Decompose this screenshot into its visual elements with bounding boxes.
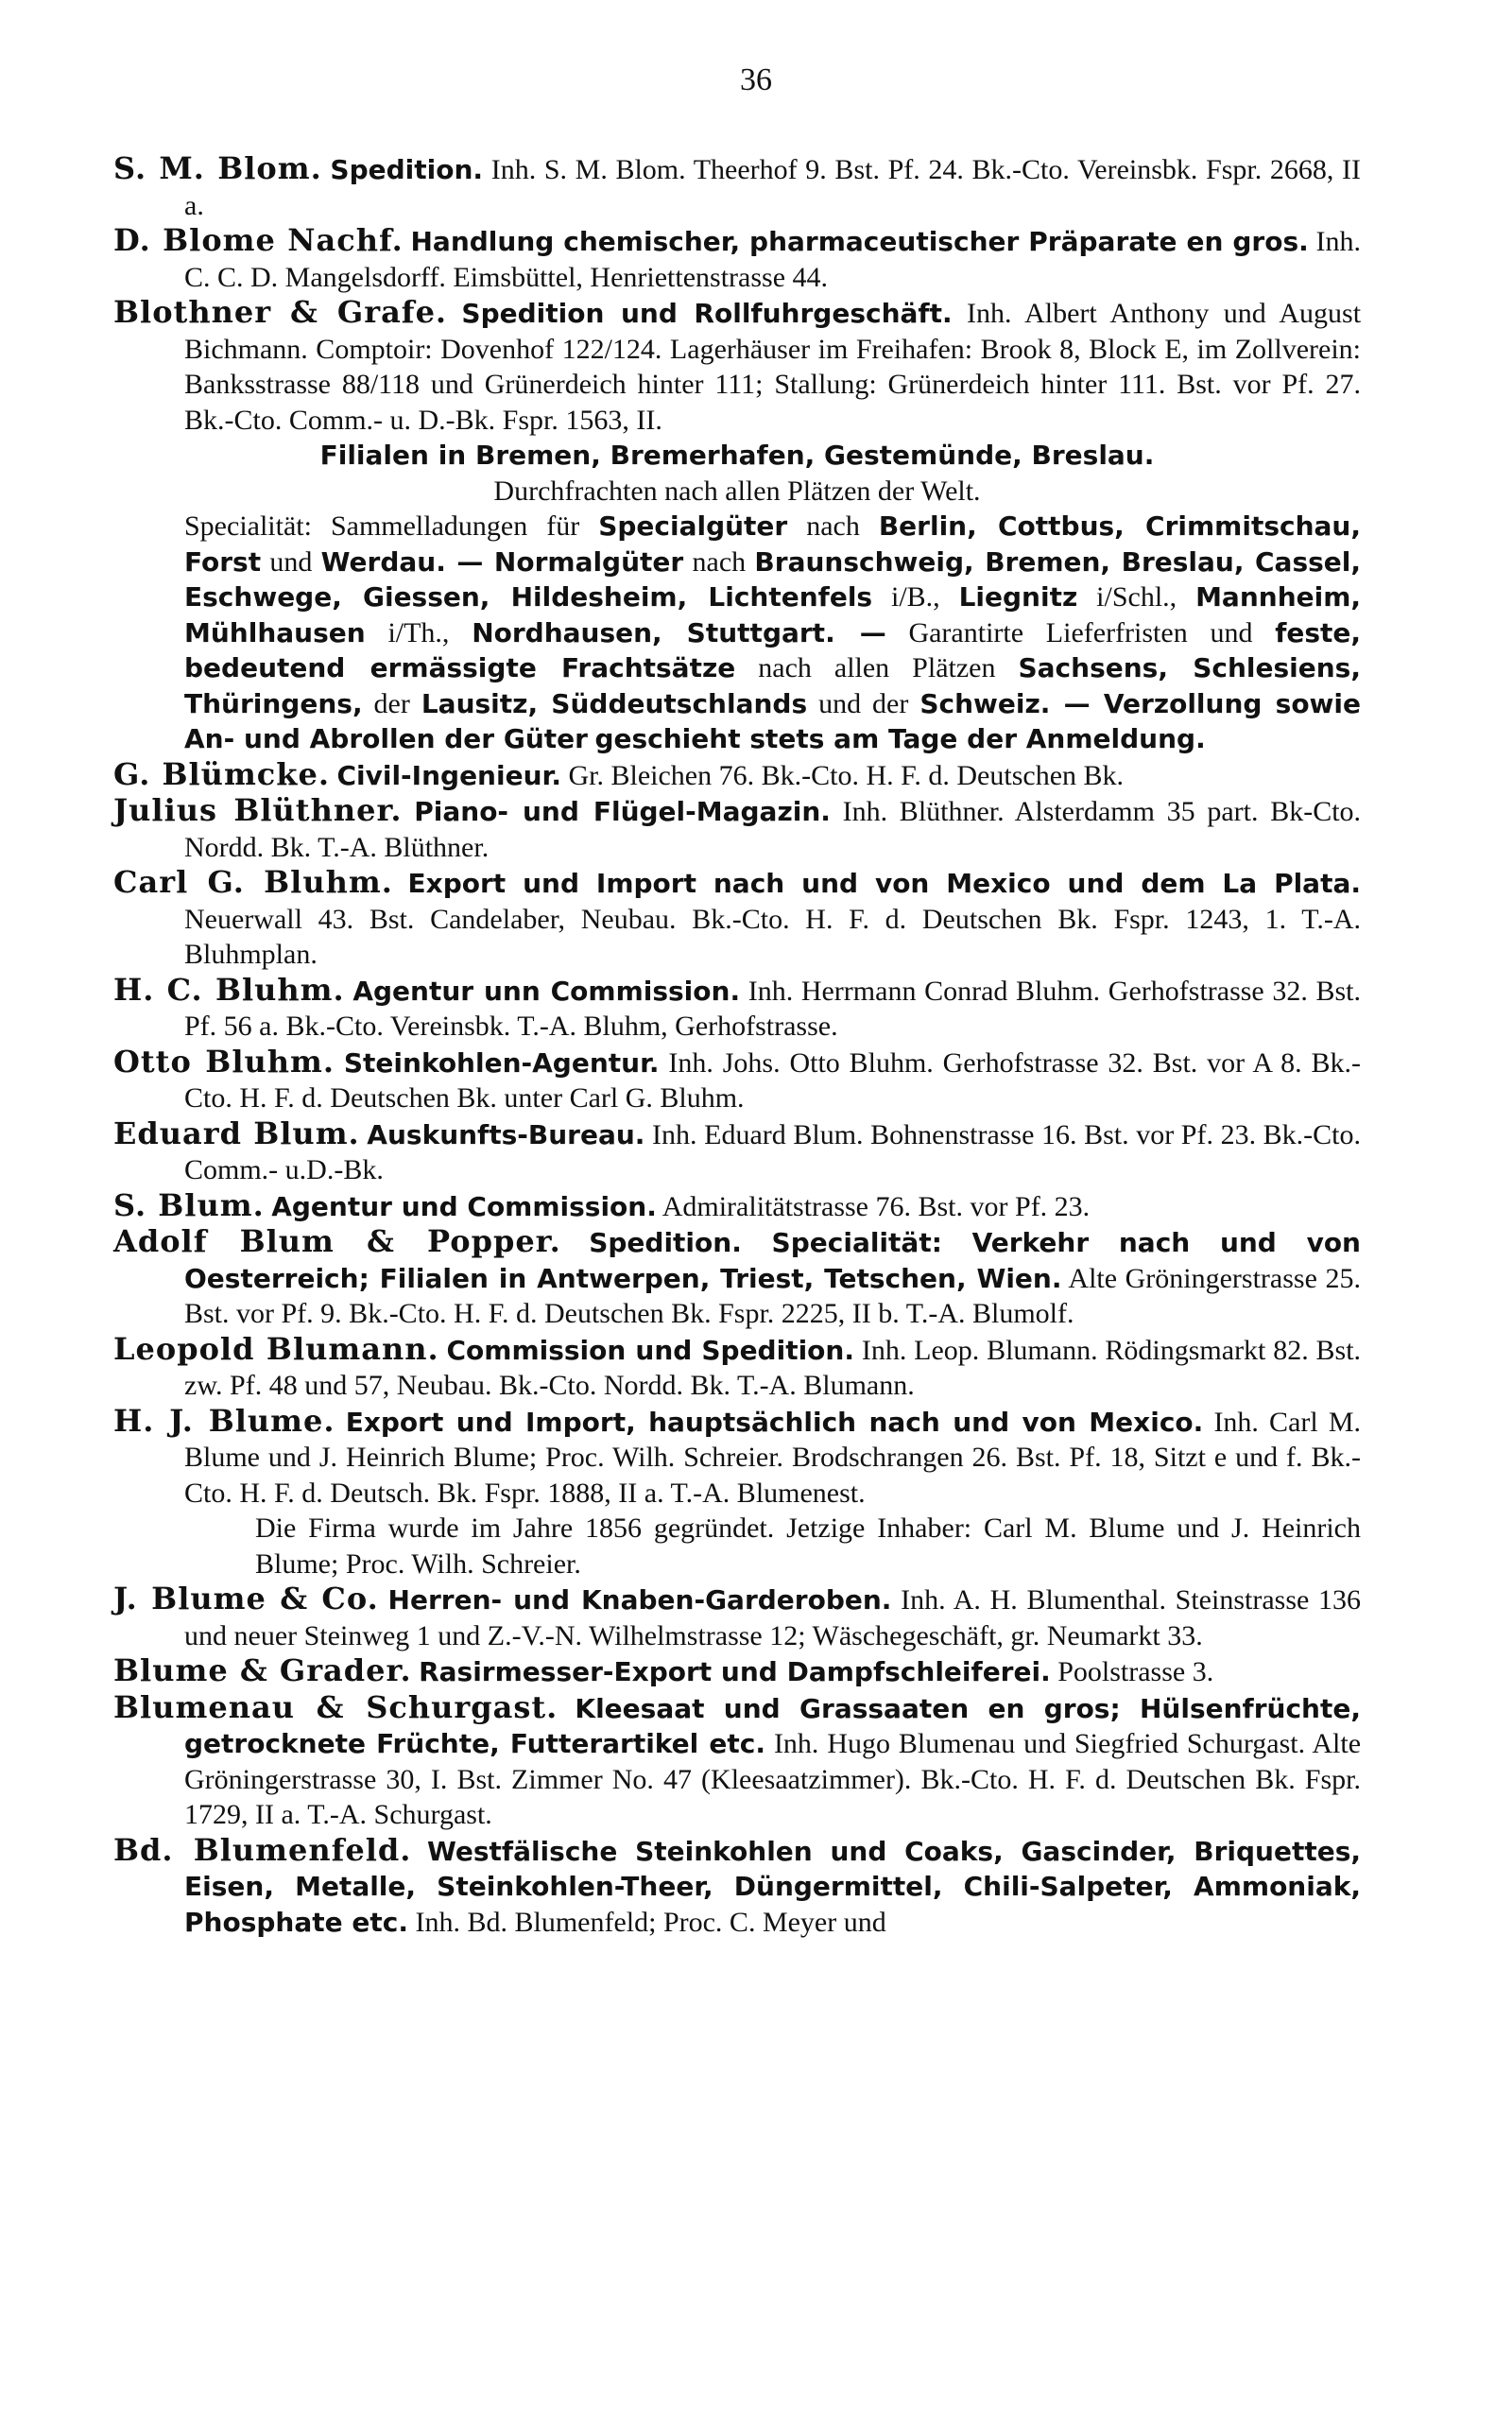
firm-name: D. Blome Nachf.: [113, 222, 404, 258]
firm-trade: Handlung chemischer, pharmaceutischer Präparate en gros.: [410, 226, 1309, 257]
firm-name: Eduard Blum.: [113, 1115, 360, 1151]
directory-entries: [113, 151, 1361, 1940]
page-number: 36: [740, 62, 772, 97]
firm-trade: Agentur unn Commission.: [352, 975, 741, 1007]
firm-trade: Agentur und Commission.: [271, 1190, 657, 1222]
firm-trade: Spedition.: [330, 154, 484, 185]
firm-name: S. Blum.: [113, 1186, 265, 1223]
firm-trade: Rasirmesser-Export und Dampfschleiferei.: [419, 1656, 1051, 1687]
directory-entry: [113, 1404, 1361, 1512]
firm-note: Die Firma wurde im Jahre 1856 gegründet. Jetzige Inhaber: Carl M. Blume und J. Heinrich Blume; Proc. Wilh. Schreier.: [255, 1512, 1361, 1580]
firm-details: Inh. Albert Anthony und August Bichmann. Comptoir: Dovenhof 122/124. Lagerhäuser im Freihafen: Brook 8, Block E, im Zollverein: Banksstrasse 88/118 und Grünerdeich hinter 111; Stallung: Grünerdeich hinter 111. Bst. vor Pf. 27. Bk.-Cto. Comm.- u. D.-Bk. Fspr. 1563, II.: [184, 298, 1362, 436]
firm-details: Inh. Hugo Blumenau und Siegfried Schurgast. Alte Gröningerstrasse 30, I. Bst. Zimmer No. 47 (Kleesaatzimmer). Bk.-Cto. H. F. d. Deutschen Bk. Fspr. 1729, II a. T.-A. Schurgast.: [184, 1728, 1362, 1830]
directory-entry: [113, 757, 1361, 794]
directory-entry: [113, 1224, 1361, 1332]
directory-entry: [113, 865, 1361, 973]
durchfrachten-line: Durchfrachten nach allen Plätzen der Welt.: [493, 475, 981, 507]
firm-name: Blothner & Grafe.: [113, 294, 448, 330]
firm-name: H. J. Blume.: [113, 1402, 335, 1439]
firm-name: Blumenau & Schurgast.: [113, 1688, 558, 1725]
firm-trade: Auskunfts-Bureau.: [367, 1118, 645, 1150]
firm-trade: Export und Import, hauptsächlich nach und von Mexico.: [345, 1406, 1204, 1438]
firm-trade: Kleesaat und Grassaaten en gros; Hülsenfrüchte, getrocknete Früchte, Futterartikel etc.: [184, 1692, 1362, 1759]
firm-trade: Export und Import nach und von Mexico und dem La Plata.: [407, 868, 1361, 899]
firm-trade: Steinkohlen-Agentur.: [343, 1046, 660, 1079]
directory-entry: [113, 1690, 1361, 1833]
firm-trade: Spedition. Specialität: Verkehr nach und von Oesterreich; Filialen in Antwerpen, Triest, Tetschen, Wien.: [184, 1227, 1361, 1294]
firm-details: Admiralitätstrasse 76. Bst. vor Pf. 23.: [662, 1190, 1091, 1222]
filialen-line: Filialen in Bremen, Bremerhafen, Gestemünde, Breslau.: [319, 440, 1155, 471]
firm-details: Neuerwall 43. Bst. Candelaber, Neubau. Bk.-Cto. H. F. d. Deutschen Bk. Fspr. 1243, 1. T.-A. Bluhmplan.: [184, 903, 1361, 970]
firm-name: Bd. Blumenfeld.: [113, 1831, 412, 1868]
firm-trade: Commission und Spedition.: [446, 1334, 854, 1366]
firm-trade: Spedition und Rollfuhrgeschäft.: [461, 298, 953, 329]
directory-entry: [113, 973, 1361, 1045]
firm-trade: Herren- und Knaben-Garderoben.: [387, 1584, 892, 1616]
firm-name: Carl G. Bluhm.: [113, 864, 393, 900]
firm-details: Inh. Johs. Otto Bluhm. Gerhofstrasse 32. Bst. vor A 8. Bk.-Cto. H. F. d. Deutschen Bk. unter Carl G. Bluhm.: [184, 1046, 1362, 1114]
firm-trade: Civil-Ingenieur.: [336, 759, 561, 791]
firm-details: Inh. A. H. Blumenthal. Steinstrasse 136 und neuer Steinweg 1 und Z.-V.-N. Wilhelmstrasse 12; Wäschegeschäft, gr. Neumarkt 33.: [184, 1584, 1362, 1651]
firm-name: Julius Blüthner.: [113, 792, 403, 828]
firm-details: Inh. Eduard Blum. Bohnenstrasse 16. Bst. vor Pf. 23. Bk.-Cto. Comm.- u.D.-Bk.: [184, 1118, 1362, 1185]
firm-name: Blume & Grader.: [113, 1652, 412, 1688]
directory-entry: [113, 1045, 1361, 1116]
directory-entry: [113, 151, 1361, 223]
directory-entry: [113, 1653, 1361, 1690]
firm-details: Inh. Bd. Blumenfeld; Proc. C. Meyer und: [415, 1906, 886, 1938]
firm-details: Inh. Blüthner. Alsterdamm 35 part. Bk-Cto. Nordd. Bk. T.-A. Blüthner.: [184, 796, 1362, 863]
firm-details: Inh. Herrmann Conrad Bluhm. Gerhofstrasse 32. Bst. Pf. 56 a. Bk.-Cto. Vereinsbk. T.-A. Bluhm, Gerhofstrasse.: [184, 975, 1362, 1042]
firm-details: Inh. Leop. Blumann. Rödingsmarkt 82. Bst. zw. Pf. 48 und 57, Neubau. Bk.-Cto. Nordd. Bk. T.-A. Blumann.: [184, 1334, 1362, 1401]
firm-details: Poolstrasse 3.: [1057, 1656, 1214, 1687]
directory-entry: [113, 1833, 1361, 1941]
firm-name: Leopold Blumann.: [113, 1330, 439, 1367]
directory-entry: [113, 793, 1361, 865]
firm-details: Inh. C. C. D. Mangelsdorff. Eimsbüttel, Henriettenstrasse 44.: [184, 226, 1362, 293]
firm-name: Otto Bluhm.: [113, 1043, 335, 1080]
specialitaet-paragraph: Specialität: Sammelladungen für Specialgüter nach Berlin, Cottbus, Crimmitschau, Forst und Werdau. — Normalgüter nach Braunschweig, Bremen, Breslau, Cassel, Eschwege, Giessen, Hildesheim, Lichtenfels i/B., Liegnitz i/Schl., Mannheim, Mühlhausen i/Th., Nordhausen, Stuttgart. — Garantirte Lieferfristen und feste, bedeutend ermässigte Frachtsätze nach allen Plätzen Sachsens, Schlesiens, Thüringens, der Lausitz, Süddeutschlands und der Schweiz. — Verzollung sowie An- und Abrollen der Güter geschieht stets am Tage der Anmeldung.: [184, 510, 1362, 754]
directory-entry: [113, 1188, 1361, 1225]
firm-details: Alte Gröningerstrasse 25. Bst. vor Pf. 9. Bk.-Cto. H. F. d. Deutschen Bk. Fspr. 2225, II b. T.-A. Blumolf.: [184, 1262, 1361, 1329]
firm-name: J. Blume & Co.: [113, 1581, 379, 1616]
firm-trade: Westfälische Steinkohlen und Coaks, Gascinder, Briquettes, Eisen, Metalle, Steinkohlen-Theer, Düngermittel, Chili-Salpeter, Ammoniak, Phosphate etc.: [184, 1835, 1362, 1938]
firm-details: Inh. S. M. Blom. Theerhof 9. Bst. Pf. 24. Bk.-Cto. Vereinsbk. Fspr. 2668, II a.: [184, 154, 1362, 221]
firm-name: G. Blümcke.: [113, 755, 330, 792]
directory-entry: [113, 1582, 1361, 1653]
directory-entry: [113, 223, 1361, 295]
directory-entry: [113, 1116, 1361, 1188]
firm-trade: Piano- und Flügel-Magazin.: [414, 796, 831, 827]
directory-entry: [113, 295, 1361, 438]
firm-details: Gr. Bleichen 76. Bk.-Cto. H. F. d. Deutschen Bk.: [568, 759, 1125, 791]
firm-details: Inh. Carl M. Blume und J. Heinrich Blume; Proc. Wilh. Schreier. Brodschrangen 26. Bst. Pf. 18, Sitzt e und f. Bk.-Cto. H. F. d. Deutsch. Bk. Fspr. 1888, II a. T.-A. Blumenest.: [184, 1406, 1362, 1509]
firm-name: H. C. Bluhm.: [113, 971, 345, 1008]
directory-entry: [113, 1332, 1361, 1404]
firm-name: Adolf Blum & Popper.: [113, 1223, 561, 1259]
firm-name: S. M. Blom.: [113, 150, 322, 186]
